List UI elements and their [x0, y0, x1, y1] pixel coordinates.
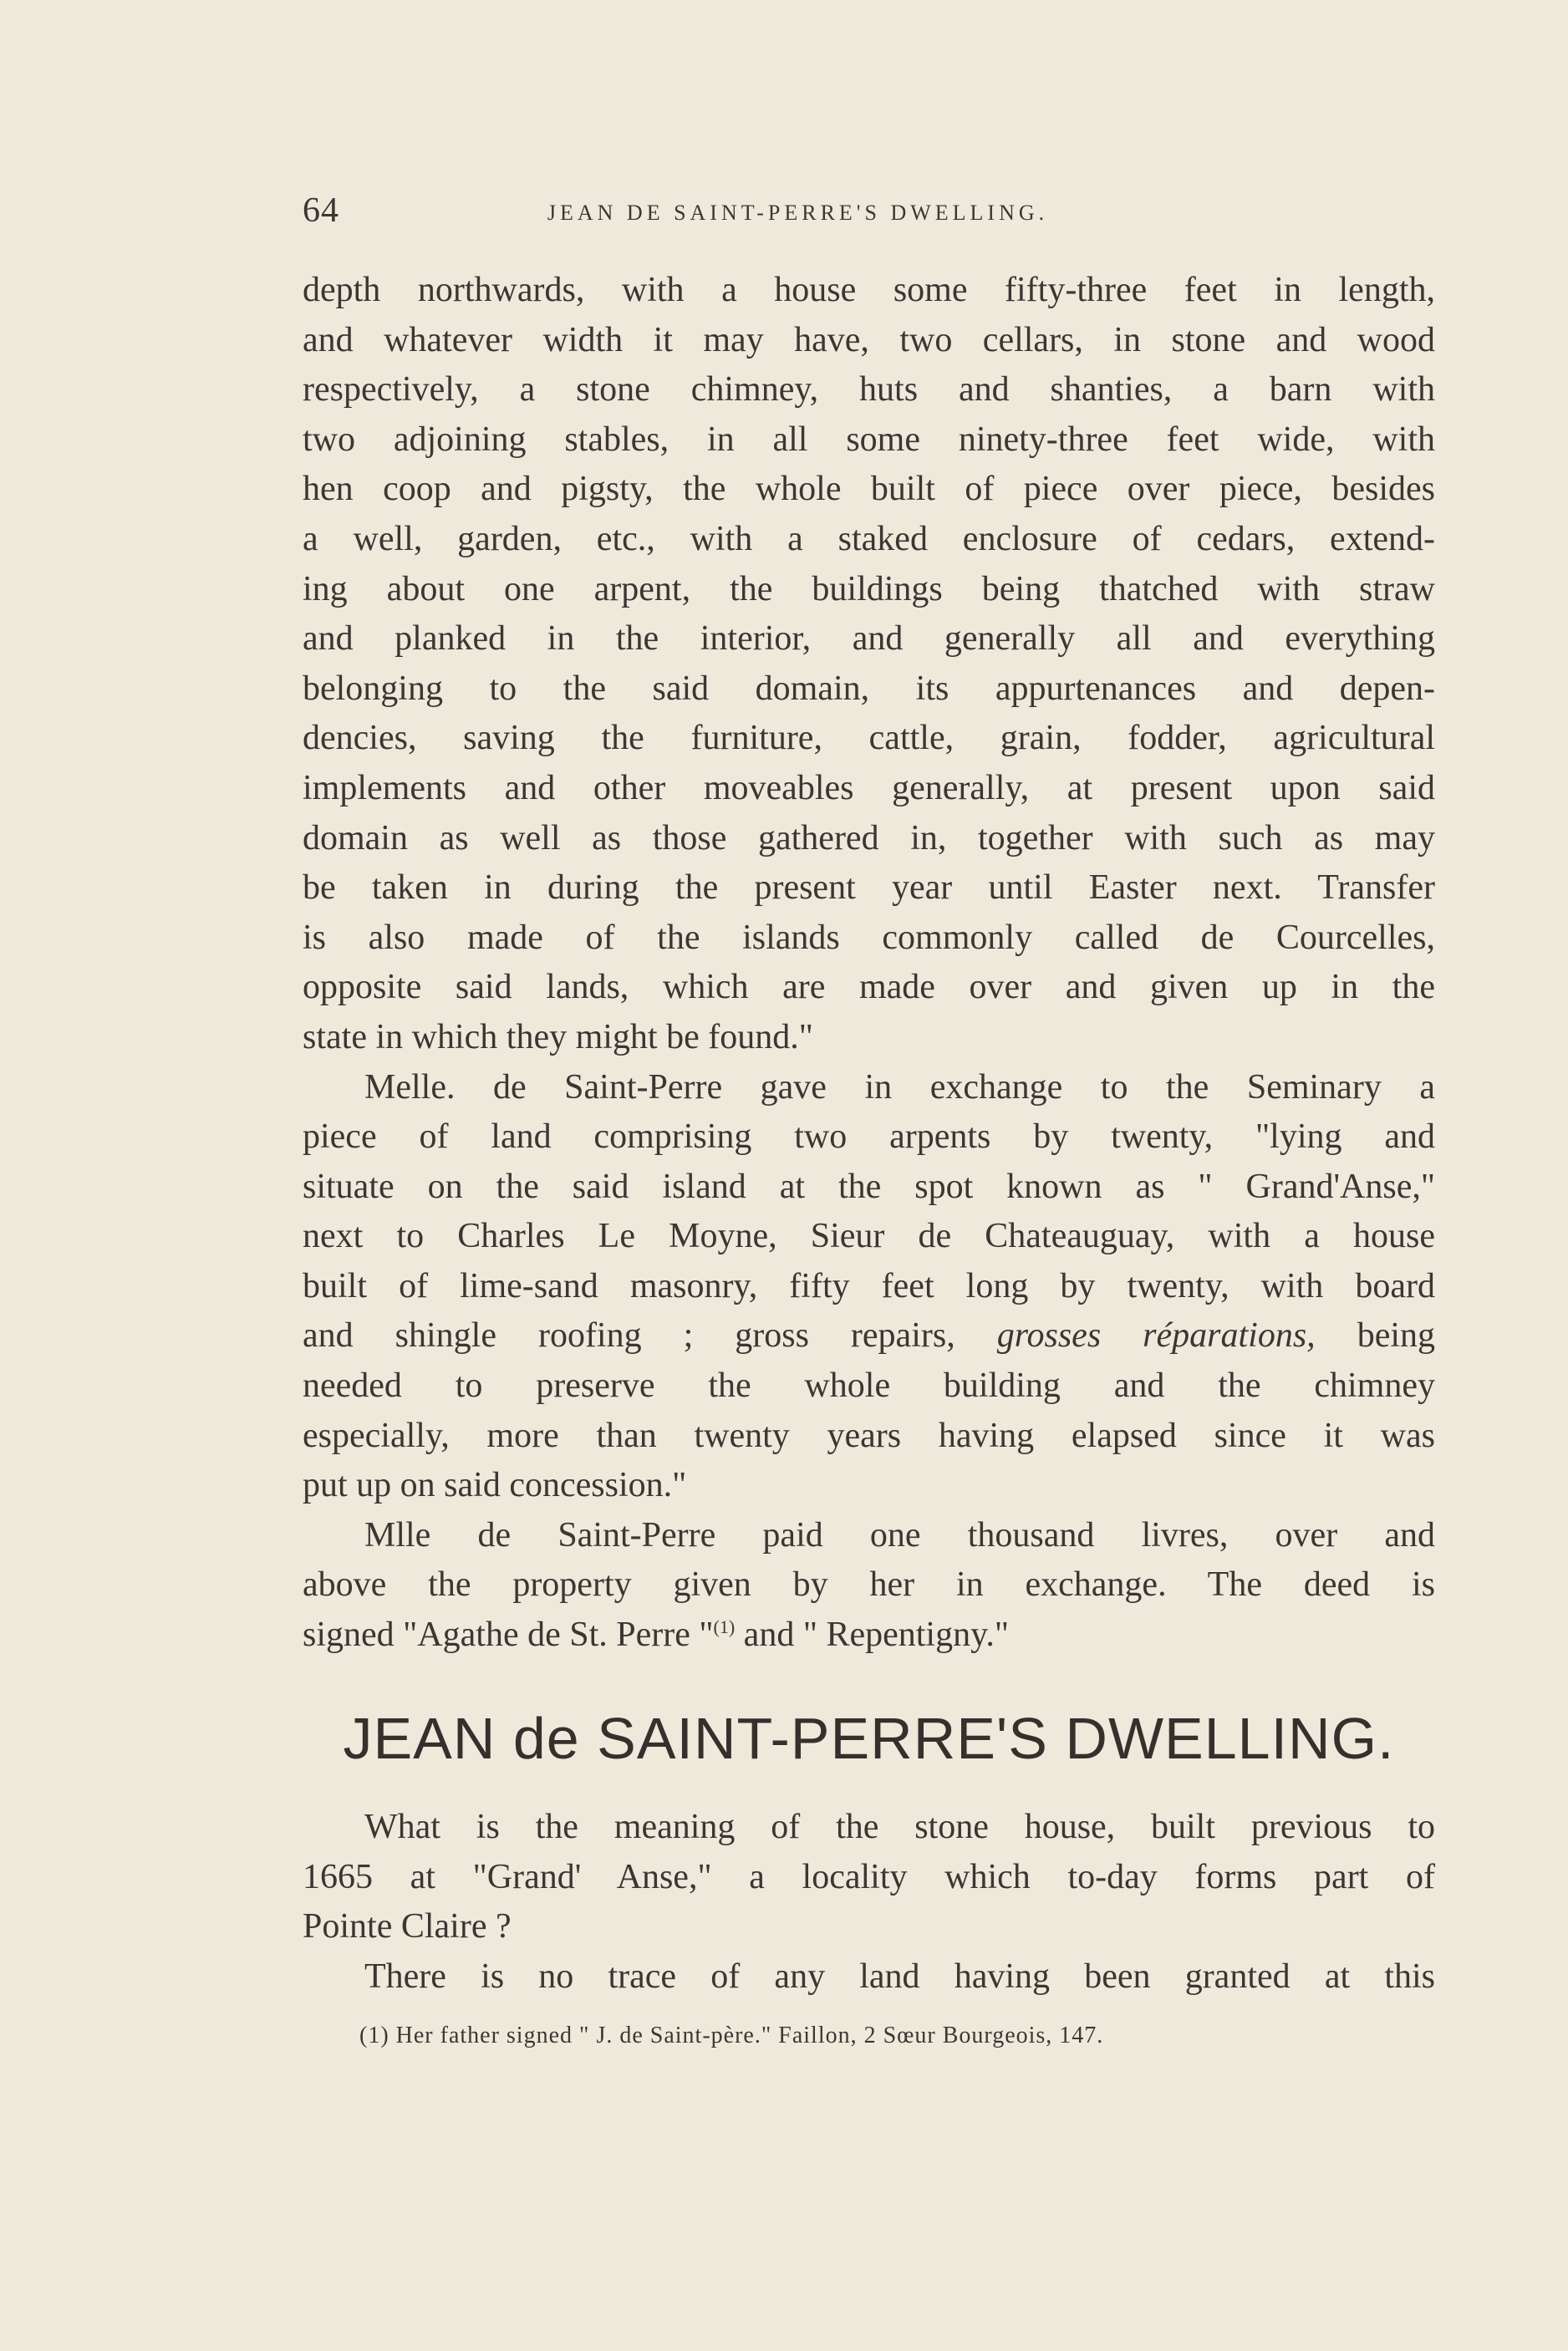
- text-line: two adjoining stables, in all some ninety-three feet wide, with: [303, 420, 1435, 459]
- text-line: Melle. de Saint-Perre gave in exchange to the Seminary a: [364, 1067, 1435, 1107]
- text-line: Pointe Claire ?: [303, 1907, 512, 1946]
- text-line: situate on the said island at the spot known as " Grand'Anse,": [303, 1167, 1435, 1206]
- text-line: a well, garden, etc., with a staked enclosure of cedars, extend-: [303, 519, 1435, 558]
- text-line: dencies, saving the furniture, cattle, grain, fodder, agricultural: [303, 719, 1435, 758]
- text-line: implements and other moveables generally, at present upon said: [303, 768, 1435, 807]
- running-title: JEAN DE SAINT-PERRE'S DWELLING.: [547, 201, 1049, 225]
- text-line: ing about one arpent, the buildings being thatched with straw: [303, 569, 1435, 608]
- text-line: especially, more than twenty years having elapsed since it was: [303, 1416, 1435, 1455]
- text-line: piece of land comprising two arpents by twenty, "lying and: [303, 1117, 1435, 1157]
- page-number: 64: [303, 191, 339, 230]
- footnote: (1) Her father signed " J. de Saint-père." Faillon, 2 Sœur Bourgeois, 147.: [359, 2023, 1104, 2048]
- text-line: and whatever width it may have, two cellars, in stone and wood: [303, 320, 1435, 359]
- section-heading: JEAN de SAINT-PERRE'S DWELLING.: [343, 1706, 1395, 1771]
- text-line: and planked in the interior, and generally all and everything: [303, 619, 1435, 659]
- text-line: respectively, a stone chimney, huts and shanties, a barn with: [303, 370, 1435, 410]
- text-line: 1665 at "Grand' Anse," a locality which to-day forms part of: [303, 1857, 1435, 1896]
- running-head: [303, 191, 1184, 241]
- text-line: opposite said lands, which are made over and given up in the: [303, 968, 1435, 1007]
- line-text: and shingle roofing ; gross repairs,: [303, 1316, 955, 1356]
- line-text-end: and " Repentigny.": [743, 1616, 1010, 1655]
- body-text: [303, 266, 1435, 1661]
- text-line: hen coop and pigsty, the whole built of piece over piece, besides: [303, 470, 1435, 509]
- text-line: There is no trace of any land having been granted at this: [364, 1957, 1435, 1996]
- text-line: What is the meaning of the stone house, built previous to: [364, 1808, 1435, 1846]
- text-line: built of lime-sand masonry, fifty feet long by twenty, with board: [303, 1266, 1435, 1305]
- section-body-text: [303, 1803, 1435, 2002]
- text-line: belonging to the said domain, its appurtenances and depen-: [303, 669, 1435, 708]
- text-line: domain as well as those gathered in, together with such as may: [303, 818, 1435, 857]
- text-line: put up on said concession.": [303, 1466, 687, 1505]
- text-line: state in which they might be found.": [303, 1017, 813, 1056]
- line-text-end: being: [1357, 1316, 1435, 1356]
- text-line: is also made of the islands commonly called de Courcelles,: [303, 918, 1435, 957]
- footnote-marker: (1): [713, 1616, 736, 1638]
- text-line-with-footnote: [303, 1611, 1435, 1661]
- text-line: depth northwards, with a house some fifty-three feet in length,: [303, 271, 1435, 309]
- text-line-with-italic: [303, 1311, 1435, 1361]
- line-text: signed "Agathe de St. Perre ": [303, 1616, 714, 1655]
- text-line: next to Charles Le Moyne, Sieur de Chateauguay, with a house: [303, 1217, 1435, 1256]
- italic-phrase: grosses réparations,: [996, 1316, 1316, 1356]
- text-line: Mlle de Saint-Perre paid one thousand livres, over and: [364, 1515, 1435, 1555]
- text-line: be taken in during the present year until Easter next. Transfer: [303, 868, 1435, 908]
- text-line: needed to preserve the whole building and the chimney: [303, 1366, 1435, 1406]
- text-line: above the property given by her in exchange. The deed is: [303, 1565, 1435, 1605]
